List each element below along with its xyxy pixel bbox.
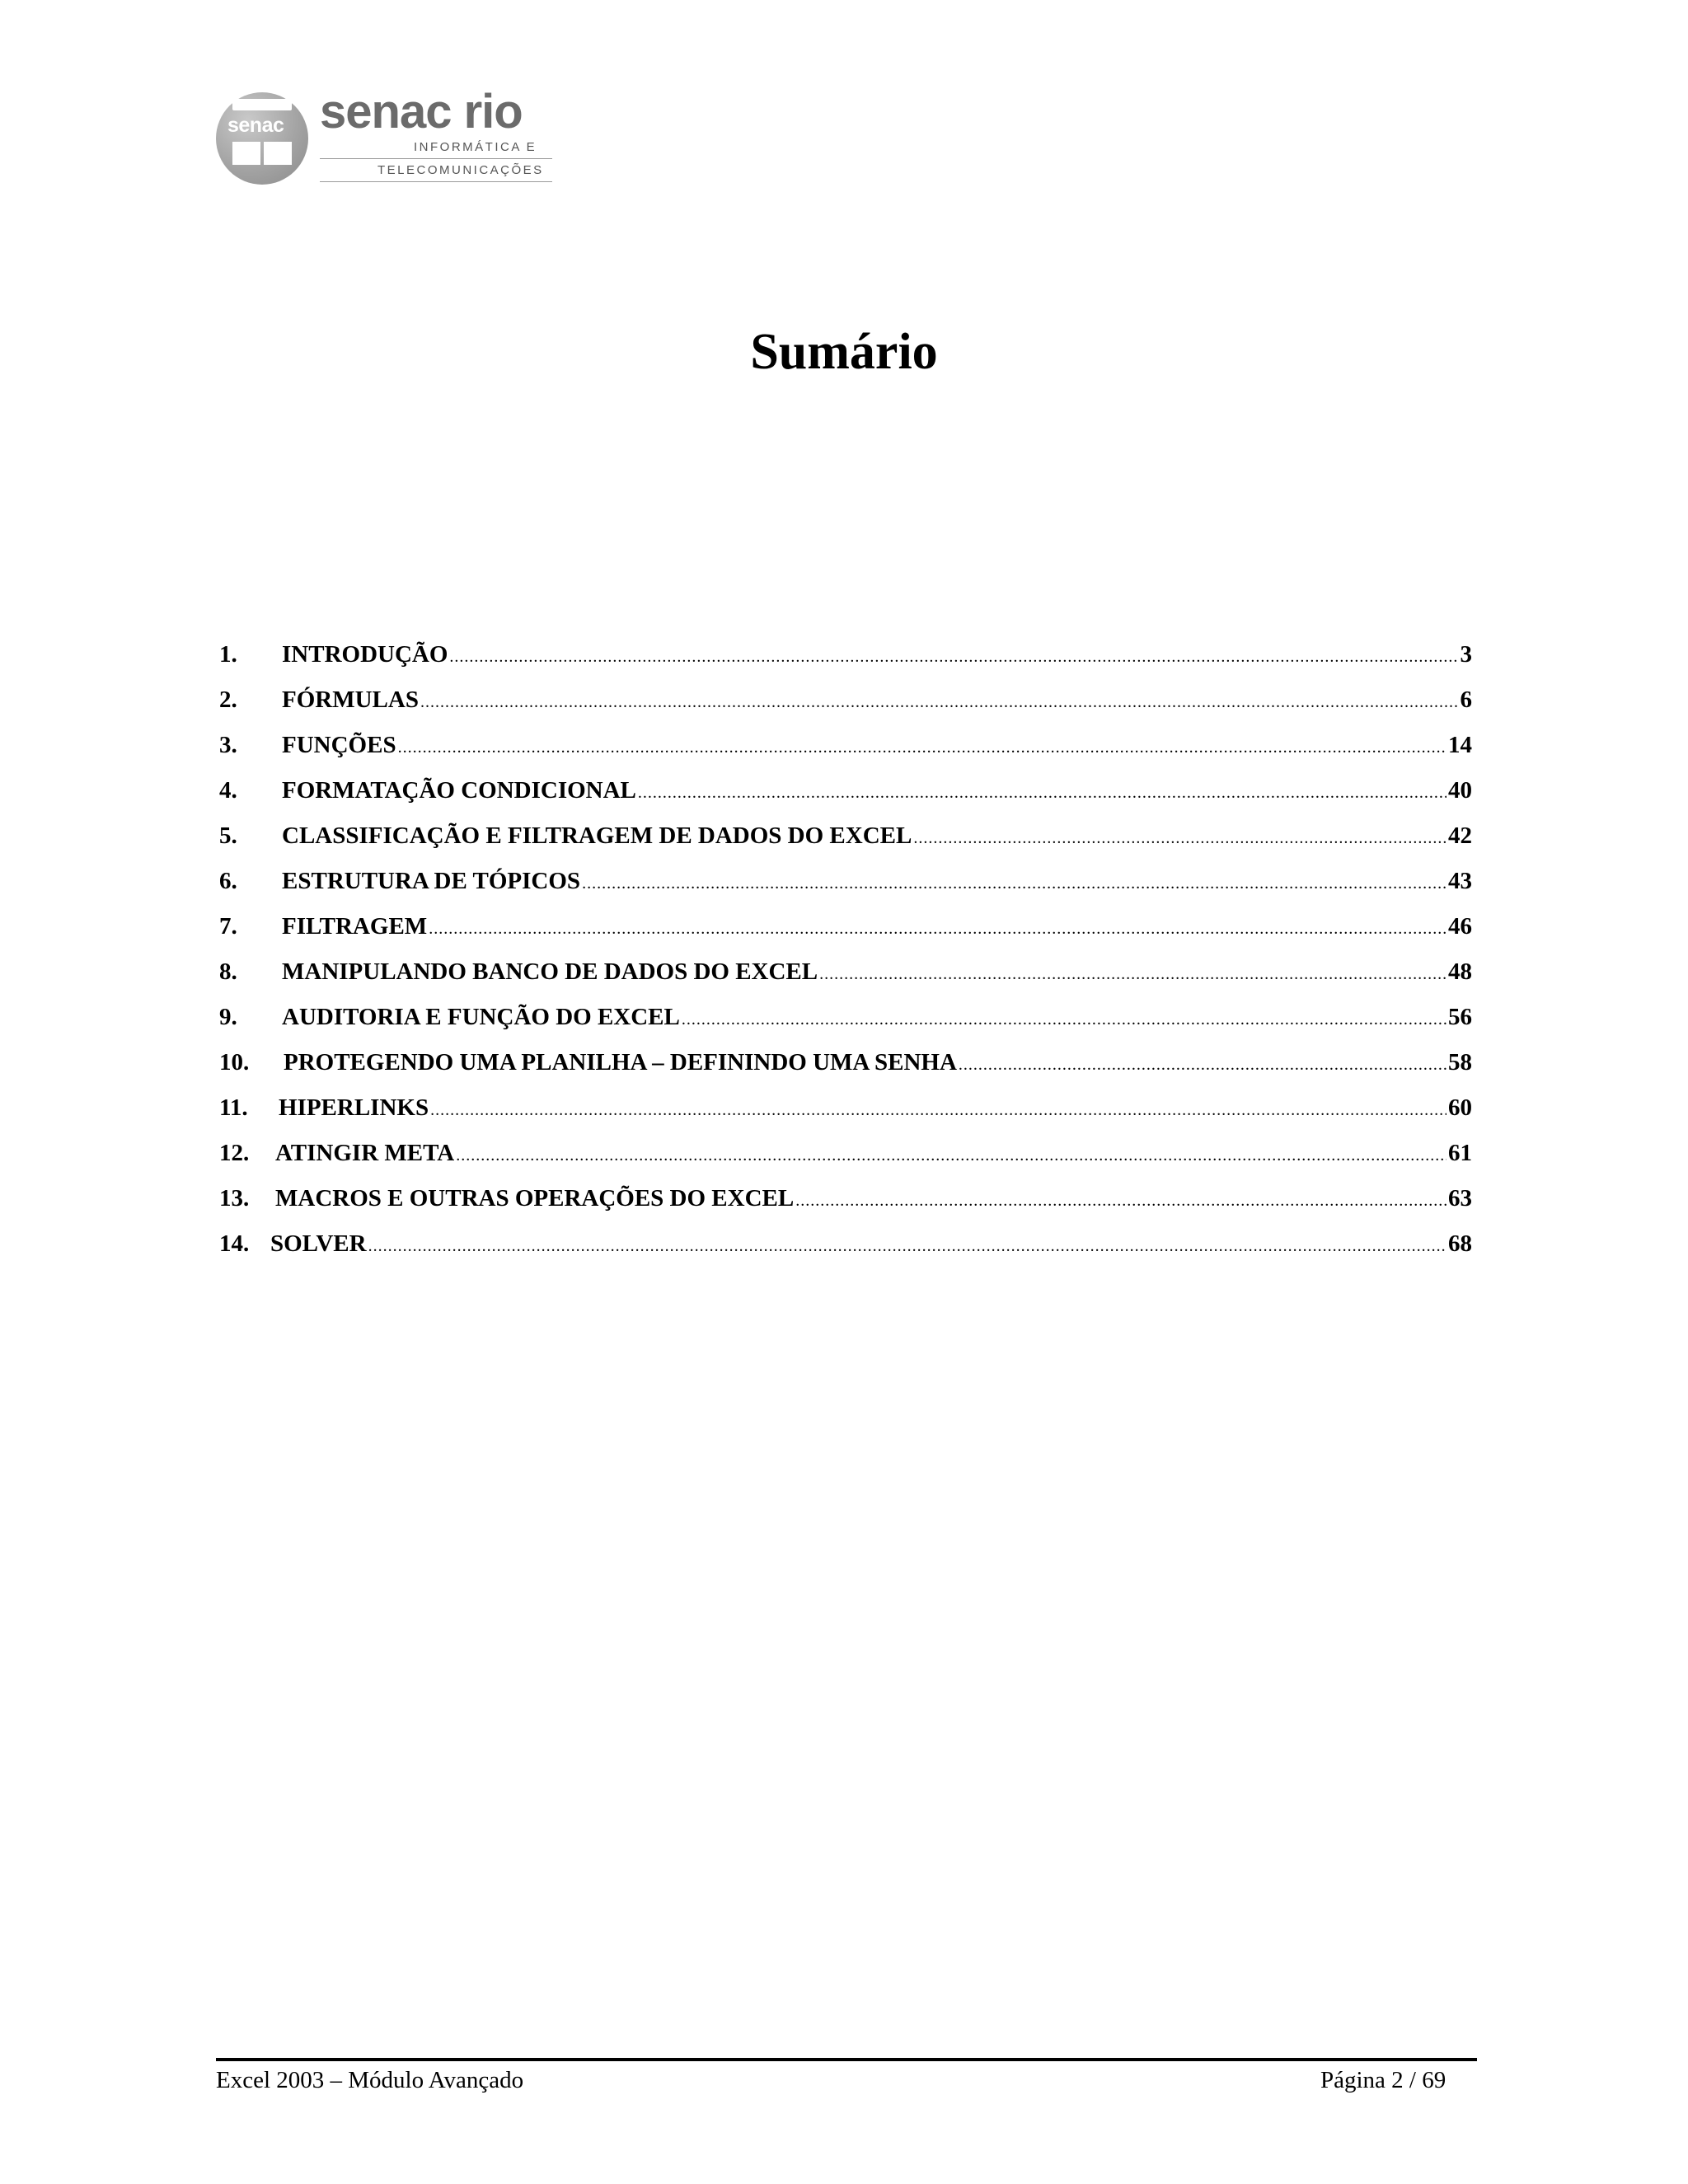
toc-dot-leader xyxy=(456,1146,1447,1165)
logo-divider xyxy=(320,158,552,159)
toc-entry-number: 4. xyxy=(219,777,237,804)
toc-dot-leader xyxy=(582,874,1447,893)
toc-entry[interactable] xyxy=(219,777,1472,823)
toc-entry-page: 6 xyxy=(1460,687,1472,713)
toc-entry[interactable] xyxy=(219,1094,1472,1140)
toc-entry-number: 10. xyxy=(219,1049,250,1076)
toc-dot-leader xyxy=(430,1101,1447,1120)
toc-entry-number: 6. xyxy=(219,868,237,894)
toc-entry-title: FUNÇÕES xyxy=(282,732,396,758)
toc-entry-page: 46 xyxy=(1448,913,1472,940)
toc-entry[interactable] xyxy=(219,868,1472,913)
toc-entry-number: 14. xyxy=(219,1230,250,1257)
toc-entry-number: 9. xyxy=(219,1004,237,1030)
toc-dot-leader xyxy=(420,693,1459,712)
toc-entry-number: 8. xyxy=(219,958,237,985)
toc-dot-leader xyxy=(368,1237,1447,1256)
toc-entry[interactable] xyxy=(219,823,1472,868)
toc-entry[interactable] xyxy=(219,1140,1472,1185)
table-of-contents xyxy=(219,641,1472,1276)
toc-dot-leader xyxy=(638,784,1447,803)
toc-dot-leader xyxy=(819,965,1447,984)
footer-document-title: Excel 2003 – Módulo Avançado xyxy=(216,2067,524,2093)
logo-name: senac rio xyxy=(320,85,523,138)
toc-entry-title: SOLVER xyxy=(270,1230,367,1257)
toc-entry-number: 2. xyxy=(219,687,237,713)
toc-entry-page: 48 xyxy=(1448,958,1472,985)
toc-dot-leader xyxy=(449,648,1458,667)
toc-entry[interactable] xyxy=(219,687,1472,732)
toc-entry[interactable] xyxy=(219,1049,1472,1094)
toc-entry-title: PROTEGENDO UMA PLANILHA – DEFININDO UMA SENHA xyxy=(284,1049,957,1076)
toc-entry-title: CLASSIFICAÇÃO E FILTRAGEM DE DADOS DO EXCEL xyxy=(282,823,912,849)
page-title: Sumário xyxy=(750,324,938,380)
toc-dot-leader xyxy=(913,829,1447,848)
toc-dot-leader xyxy=(682,1010,1447,1029)
logo-divider xyxy=(320,181,552,182)
toc-entry-title: FORMATAÇÃO CONDICIONAL xyxy=(282,777,636,804)
toc-entry-title: FÓRMULAS xyxy=(282,687,419,713)
toc-entry-title: FILTRAGEM xyxy=(282,913,428,940)
toc-entry-page: 61 xyxy=(1448,1140,1472,1166)
toc-entry-number: 5. xyxy=(219,823,237,849)
toc-entry-page: 63 xyxy=(1448,1185,1472,1212)
toc-entry-number: 3. xyxy=(219,732,237,758)
toc-entry-number: 13. xyxy=(219,1185,250,1212)
toc-entry-page: 3 xyxy=(1460,641,1472,668)
toc-entry[interactable] xyxy=(219,732,1472,777)
toc-entry-title: MACROS E OUTRAS OPERAÇÕES DO EXCEL xyxy=(275,1185,795,1212)
toc-entry-page: 42 xyxy=(1448,823,1472,849)
toc-entry-number: 7. xyxy=(219,913,237,940)
toc-entry[interactable] xyxy=(219,1230,1472,1276)
toc-entry-title: ATINGIR META xyxy=(275,1140,455,1166)
toc-entry-page: 43 xyxy=(1448,868,1472,894)
logo-subtitle-line2: TELECOMUNICAÇÕES xyxy=(377,163,544,177)
toc-entry-title: MANIPULANDO BANCO DE DADOS DO EXCEL xyxy=(282,958,818,985)
toc-dot-leader xyxy=(959,1056,1447,1075)
toc-dot-leader xyxy=(795,1192,1447,1211)
toc-entry-title: ESTRUTURA DE TÓPICOS xyxy=(282,868,581,894)
toc-entry-page: 58 xyxy=(1448,1049,1472,1076)
footer-page-number: Página 2 / 69 xyxy=(1320,2067,1447,2093)
toc-entry[interactable] xyxy=(219,958,1472,1004)
toc-entry-number: 11. xyxy=(219,1094,248,1121)
logo-subtitle-line1: INFORMÁTICA E xyxy=(414,140,537,154)
toc-entry-page: 40 xyxy=(1448,777,1472,804)
toc-entry-title: INTRODUÇÃO xyxy=(282,641,448,668)
toc-entry[interactable] xyxy=(219,913,1472,958)
toc-entry-page: 60 xyxy=(1448,1094,1472,1121)
toc-dot-leader xyxy=(429,920,1447,939)
toc-entry-title: HIPERLINKS xyxy=(279,1094,429,1121)
toc-entry[interactable] xyxy=(219,1185,1472,1230)
senac-rio-logo xyxy=(216,85,554,186)
toc-entry-page: 14 xyxy=(1448,732,1472,758)
senac-logo-emblem xyxy=(216,92,308,185)
toc-entry-number: 12. xyxy=(219,1140,250,1166)
toc-entry[interactable] xyxy=(219,641,1472,687)
toc-entry[interactable] xyxy=(219,1004,1472,1049)
toc-dot-leader xyxy=(398,738,1447,757)
footer-rule xyxy=(216,2058,1477,2061)
logo-emblem-text: senac xyxy=(227,114,284,137)
toc-entry-title: AUDITORIA E FUNÇÃO DO EXCEL xyxy=(282,1004,680,1030)
toc-entry-number: 1. xyxy=(219,641,237,668)
toc-entry-page: 56 xyxy=(1448,1004,1472,1030)
toc-entry-page: 68 xyxy=(1448,1230,1472,1257)
